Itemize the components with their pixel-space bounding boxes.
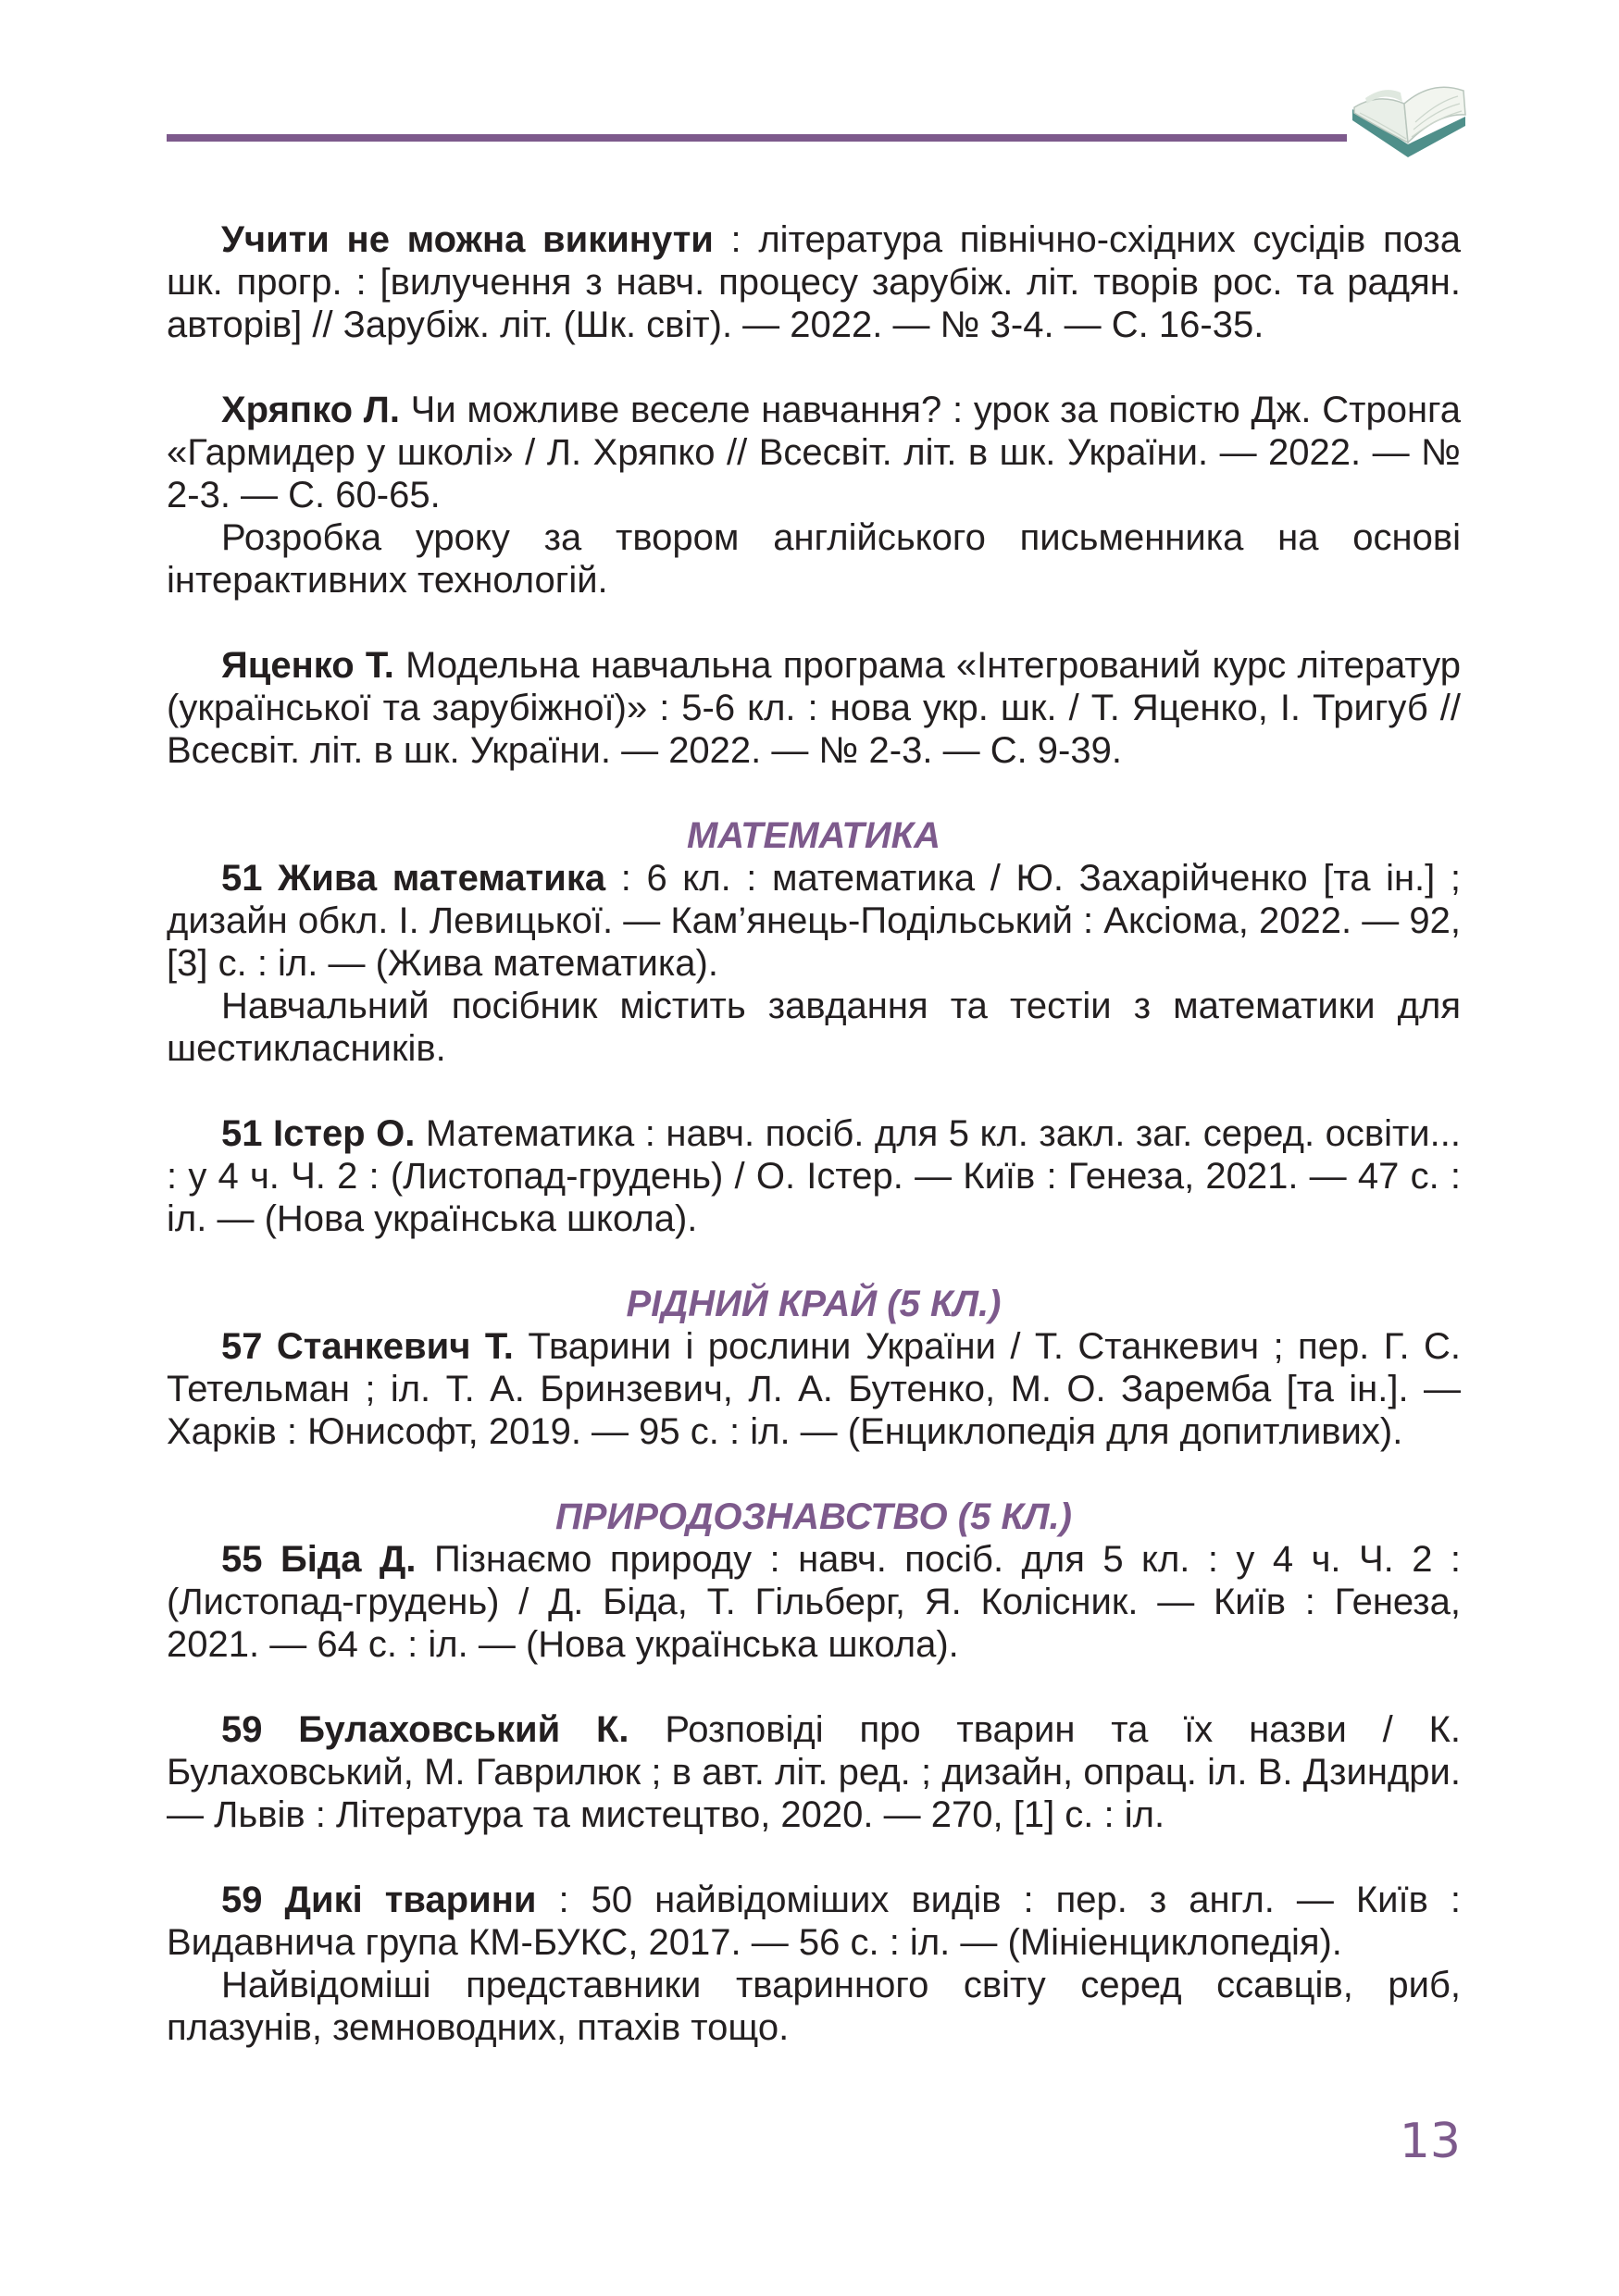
entry-body: Пізнаємо природу : навч. посіб. для 5 кл. : у 4 ч. Ч. 2 : (Листопад-грудень) / Д. Біда, Т. Гільберг, Я. Колісник. — Київ : Генеза, 2021. — 64 с. : іл. — (Нова українська школа). (167, 1539, 1461, 1665)
open-book-icon (1347, 72, 1472, 174)
entry-title: 55 Біда Д. (221, 1539, 417, 1580)
entry-body: Модельна навчальна програма «Інтегрований курс літератур (української та зарубіжної)» : 5-6 кл. : нова укр. шк. / Т. Яценко, І. Тригуб // Всесвіт. літ. в шк. України. — 2022. — № 2-3. — С. 9-39. (167, 645, 1461, 771)
entry-title: 51 Жива математика (221, 858, 606, 899)
bibliography-entry (167, 1708, 1461, 1836)
entry-note: Розробка уроку за твором англійського письменника на основі інтерактивних технологій. (167, 517, 1461, 601)
entry-note: Найвідоміші представники тваринного світу серед ссавців, риб, плазунів, земноводних, птахів тощо. (167, 1965, 1461, 2048)
entry-body: Чи можливе веселе навчання? : урок за повістю Дж. Стронга «Гармидер у школі» / Л. Хряпко // Всесвіт. літ. в шк. України. — 2022. — № 2-3. — С. 60-65. (167, 390, 1461, 515)
entry-note: Навчальний посібник містить завдання та тестіи з математики для шестикласників. (167, 986, 1461, 1069)
entry-title: 59 Булаховський К. (221, 1709, 629, 1750)
entry-body: : 50 найвідоміших видів : пер. з англ. — Київ : Видавнича група КМ-БУКС, 2017. — 56 с. : іл. — (Мініенциклопедія). (167, 1880, 1462, 1963)
bibliography-entry (167, 1325, 1461, 1453)
entry-body: : 6 кл. : математика / Ю. Захарійченко [та ін.] ; дизайн обкл. І. Левицької. — Кам’янець-Подільський : Аксіома, 2022. — 92, [3] с. : іл. — (Жива математика). (167, 858, 1462, 984)
section-heading: МАТЕМАТИКА (686, 815, 941, 856)
entry-title: Хряпко Л. (221, 390, 400, 430)
entry-body: : література північно-східних сусідів поза шк. прогр. : [вилучення з навч. процесу зарубіж. літ. творів рос. та радян. авторів] // Зарубіж. літ. (Шк. світ). — 2022. — № 3-4. — С. 16-35. (167, 219, 1461, 345)
entry-body: Математика : навч. посіб. для 5 кл. закл. заг. серед. освіти... : у 4 ч. Ч. 2 : (Листопад-грудень) / О. Істер. — Київ : Генеза, 2021. — 47 с. : іл. — (Нова українська школа). (167, 1113, 1461, 1239)
section-heading: ПРИРОДОЗНАВСТВО (5 КЛ.) (555, 1496, 1072, 1537)
entry-title: Учити не можна викинути (221, 219, 714, 260)
bibliography-entry (167, 218, 1461, 346)
header-rule (167, 134, 1347, 142)
bibliography-content (167, 218, 1461, 2091)
bibliography-entry (167, 1538, 1461, 1666)
entry-title: 57 Станкевич Т. (221, 1326, 514, 1367)
bibliography-entry (167, 644, 1461, 772)
entry-title: 51 Істер О. (221, 1113, 416, 1154)
bibliography-entry (167, 389, 1461, 602)
entry-title: 59 Дикі тварини (221, 1880, 537, 1920)
bibliography-entry (167, 857, 1461, 1070)
entry-title: Яценко Т. (221, 645, 394, 686)
bibliography-entry (167, 1112, 1461, 1240)
page-number: 13 (1399, 2114, 1461, 2169)
section-heading: РІДНИЙ КРАЙ (5 КЛ.) (626, 1284, 1002, 1324)
entries-top (167, 218, 1461, 772)
entry-body: Тварини і рослини України / Т. Станкевич ; пер. Г. С. Тетельман ; іл. Т. А. Бринзевич, Л. А. Бутенко, М. О. Заремба [та ін.]. — Харків : Юнисофт, 2019. — 95 с. : іл. — (Енциклопедія для допитливих). (167, 1326, 1462, 1452)
entry-body: Розповіді про тварин та їх назви / К. Булаховський, М. Гаврилюк ; в авт. літ. ред. ; дизайн, опрац. іл. В. Дзиндри. — Львів : Література та мистецтво, 2020. — 270, [1] с. : іл. (167, 1709, 1462, 1835)
bibliography-entry (167, 1879, 1461, 2049)
